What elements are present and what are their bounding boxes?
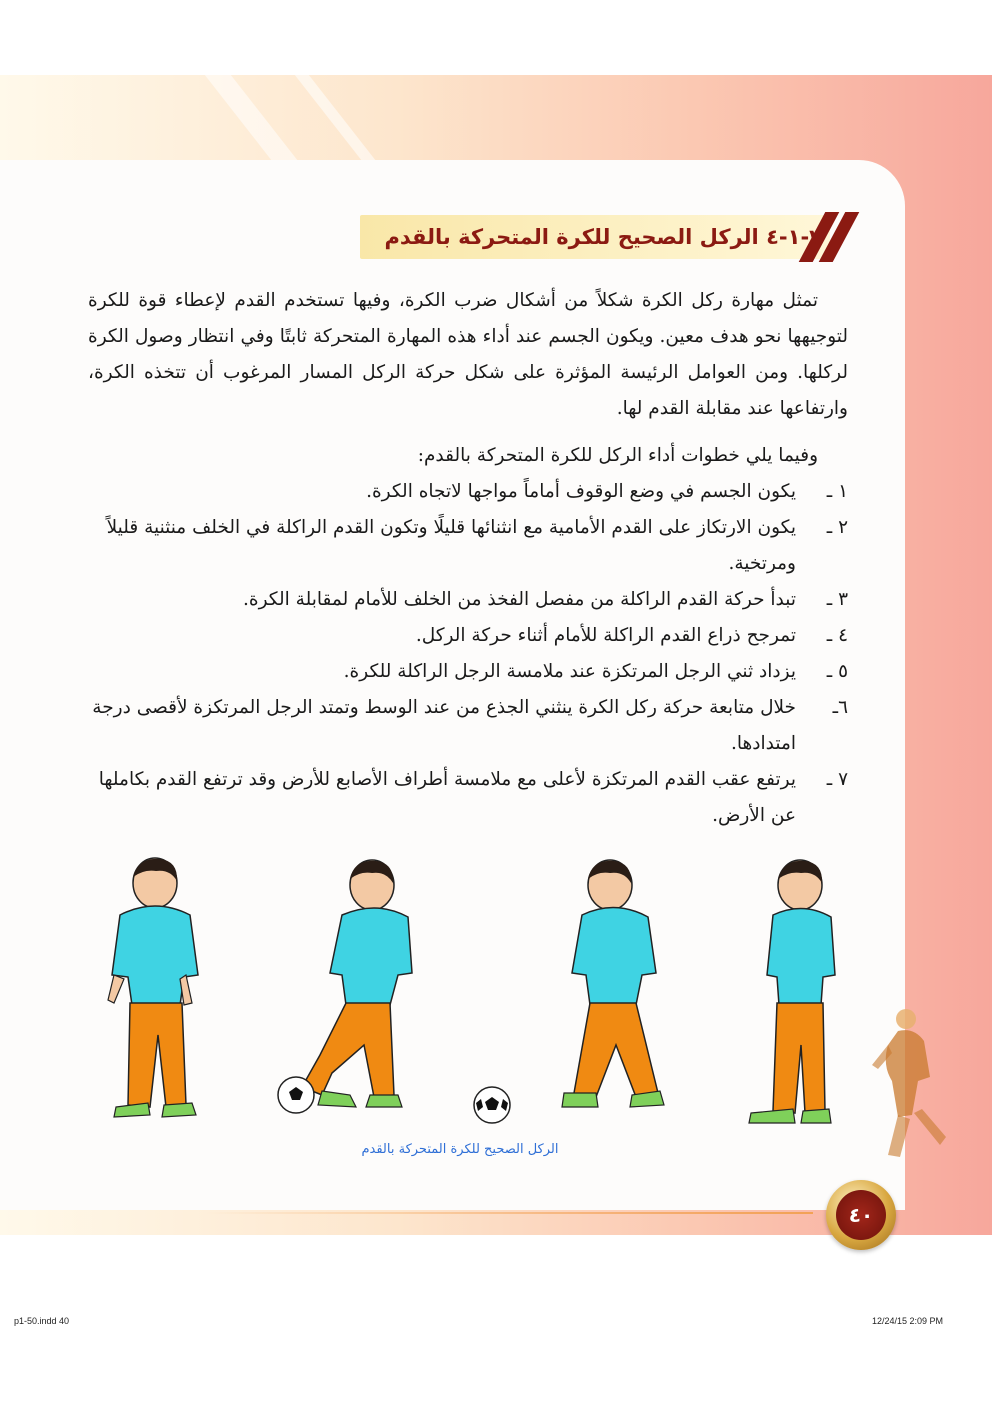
step-text: يرتفع عقب القدم المرتكزة لأعلى مع ملامسة أطراف الأصابع للأرض وقد ترتفع القدم بكاملها عن الأرض. [98, 769, 796, 826]
intro-paragraph-block [88, 283, 848, 427]
section-title: ٢-١-٤ الركل الصحيح للكرة المتحركة بالقدم [384, 225, 822, 249]
step-number: ٤ ـ [826, 625, 848, 646]
step-number: ٧ ـ [826, 769, 848, 790]
step-number: ٦ـ [832, 697, 848, 718]
list-item [88, 510, 848, 582]
step-text: يزداد ثني الرجل المرتكزة عند ملامسة الرجل الراكلة للكرة. [343, 661, 796, 682]
steps-list [88, 438, 848, 834]
page-number-badge [826, 1180, 896, 1250]
figure-caption: الركل الصحيح للكرة المتحركة بالقدم [361, 1142, 559, 1157]
soccer-ball [472, 1085, 512, 1125]
step-number: ٢ ـ [826, 517, 848, 538]
step-text: يكون الارتكاز على القدم الأمامية مع انثنائها قليلًا وتكون القدم الراكلة في الخلف منثنية قليلاً ومرتخية. [106, 517, 796, 574]
step-text: خلال متابعة حركة ركل الكرة ينثني الجذع من عند الوسط وتمتد الرجل المرتكزة لأقصى درجة امتدادها. [92, 697, 796, 754]
step-number: ٣ ـ [826, 589, 848, 610]
step-text: تمرجح ذراع القدم الراكلة للأمام أثناء حركة الركل. [415, 625, 796, 646]
list-item [88, 474, 848, 510]
player-figure-2 [272, 855, 422, 1120]
player-figure-4 [745, 855, 845, 1130]
step-number: ٥ ـ [826, 661, 848, 682]
print-slug-date: 12/24/15 2:09 PM [872, 1316, 944, 1326]
step-text: تبدأ حركة القدم الراكلة من مفصل الفخذ من الخلف للأمام لمقابلة الكرة. [243, 589, 796, 610]
page-number: ٤٠ [836, 1190, 886, 1240]
intro-paragraph: تمثل مهارة ركل الكرة شكلاً من أشكال ضرب الكرة، وفيها تستخدم القدم لإعطاء قوة للكرة لتوجيهها نحو هدف معين. ويكون الجسم عند أداء هذه المهارة المتحركة ثابتًا وفي انتظار وصول الكرة لركلها. ومن العوامل الرئيسة المؤثرة على شكل حركة الركل المسار المرغوب أن تتخذه الكرة، وارتفاعها عند مقابلة القدم لها. [88, 290, 848, 419]
steps-intro: وفيما يلي خطوات أداء الركل للكرة المتحركة بالقدم: [417, 445, 818, 466]
list-item [88, 582, 848, 618]
runner-decoration-icon [868, 1005, 958, 1170]
list-item [88, 618, 848, 654]
step-number: ١ ـ [826, 481, 848, 502]
step-text: يكون الجسم في وضع الوقوف أماماً مواجها لاتجاه الكرة. [366, 481, 796, 502]
player-figure-1 [100, 855, 200, 1120]
print-slug-file: p1-50.indd 40 [14, 1316, 70, 1326]
list-item [88, 690, 848, 762]
list-item [88, 762, 848, 834]
list-item [88, 654, 848, 690]
footer-rule [205, 1212, 813, 1214]
player-figure-3 [560, 855, 670, 1120]
